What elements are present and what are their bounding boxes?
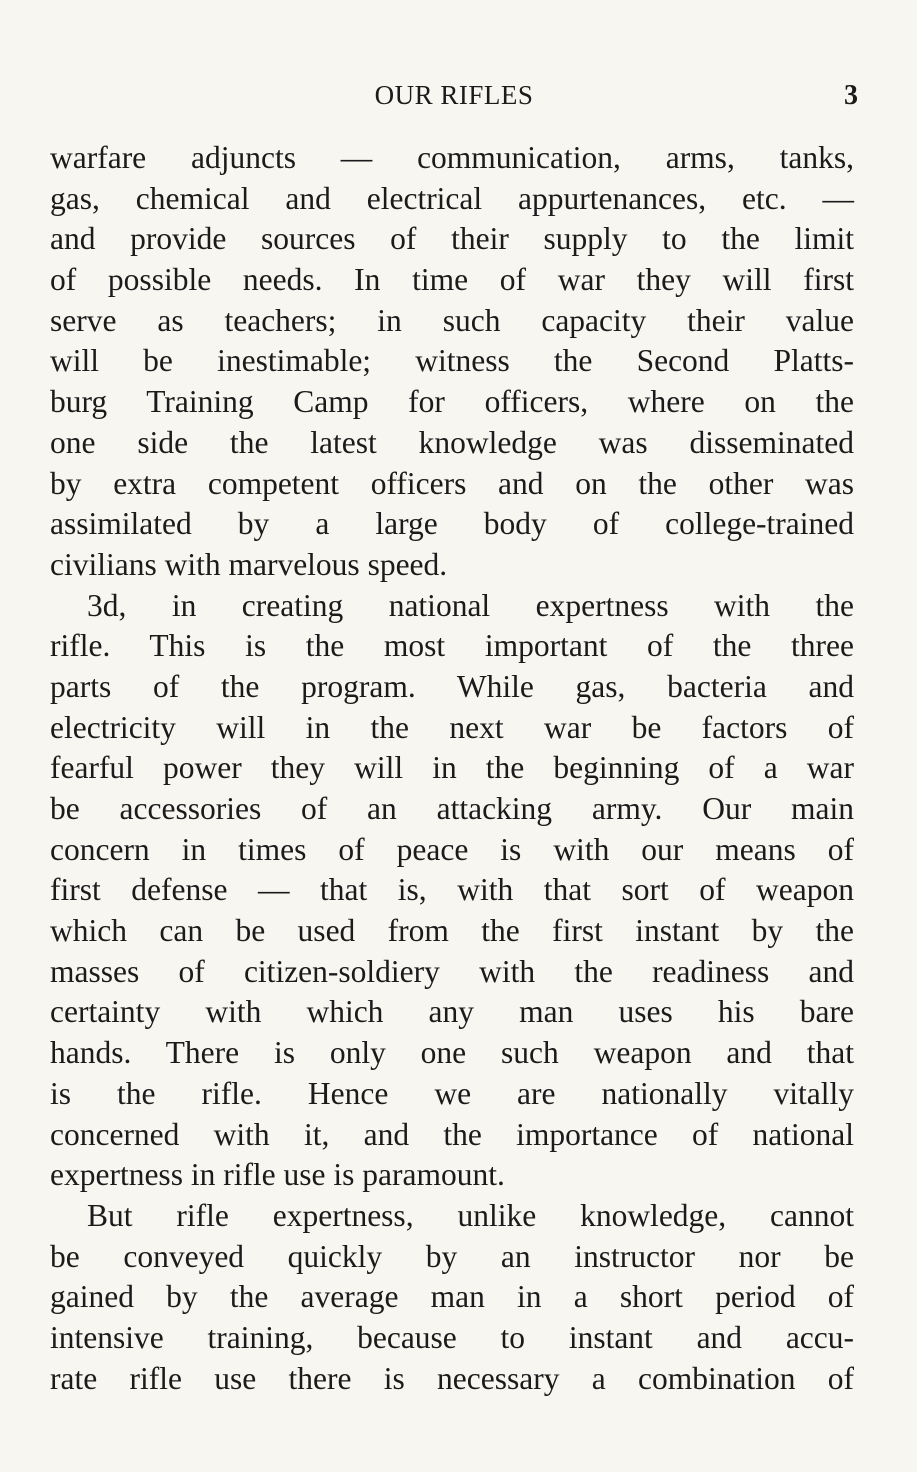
text-line: rifle. This is the most important of the three: [50, 628, 854, 664]
text-line: intensive training, because to instant and accu-: [50, 1319, 854, 1355]
text-line: certainty with which any man uses his bare: [50, 994, 854, 1030]
body-text: [50, 138, 854, 1399]
text-line: will be inestimable; witness the Second Platts-: [50, 343, 854, 379]
text-line: concern in times of peace is with our means of: [50, 831, 854, 867]
text-line: and provide sources of their supply to the limit: [50, 221, 854, 257]
text-line: gained by the average man in a short period of: [50, 1279, 854, 1315]
text-line: burg Training Camp for officers, where on the: [50, 384, 854, 420]
text-line: 3d, in creating national expertness with the: [87, 587, 854, 623]
text-line: fearful power they will in the beginning of a war: [50, 750, 854, 786]
text-line: assimilated by a large body of college-trained: [50, 506, 854, 542]
text-line: of possible needs. In time of war they will first: [50, 262, 854, 298]
text-line: by extra competent officers and on the other was: [50, 465, 854, 501]
text-line: which can be used from the first instant by the: [50, 913, 854, 949]
text-line: civilians with marvelous speed.: [50, 546, 448, 582]
text-line: serve as teachers; in such capacity their value: [50, 302, 854, 338]
page-header: [50, 80, 858, 114]
text-line: be accessories of an attacking army. Our main: [50, 791, 854, 826]
text-line: rate rifle use there is necessary a combination of: [50, 1360, 854, 1396]
text-line: is the rifle. Hence we are nationally vitally: [50, 1075, 854, 1111]
text-line: masses of citizen-soldiery with the readiness and: [50, 953, 854, 989]
text-line: concerned with it, and the importance of national: [50, 1116, 854, 1152]
text-line: be conveyed quickly by an instructor nor be: [50, 1238, 854, 1274]
text-line: hands. There is only one such weapon and that: [50, 1035, 854, 1071]
text-line: expertness in rifle use is paramount.: [50, 1157, 505, 1193]
text-line: warfare adjuncts — communication, arms, tanks,: [50, 140, 854, 175]
text-line: first defense — that is, with that sort of weapon: [50, 872, 854, 908]
text-line: gas, chemical and electrical appurtenances, etc. —: [50, 180, 854, 216]
text-line: electricity will in the next war be factors of: [50, 709, 854, 745]
text-line: But rifle expertness, unlike knowledge, cannot: [87, 1197, 854, 1233]
running-title: OUR RIFLES: [374, 80, 534, 110]
text-line: parts of the program. While gas, bacteria and: [50, 668, 854, 704]
page-number: 3: [844, 80, 858, 111]
text-line: one side the latest knowledge was disseminated: [50, 424, 854, 460]
